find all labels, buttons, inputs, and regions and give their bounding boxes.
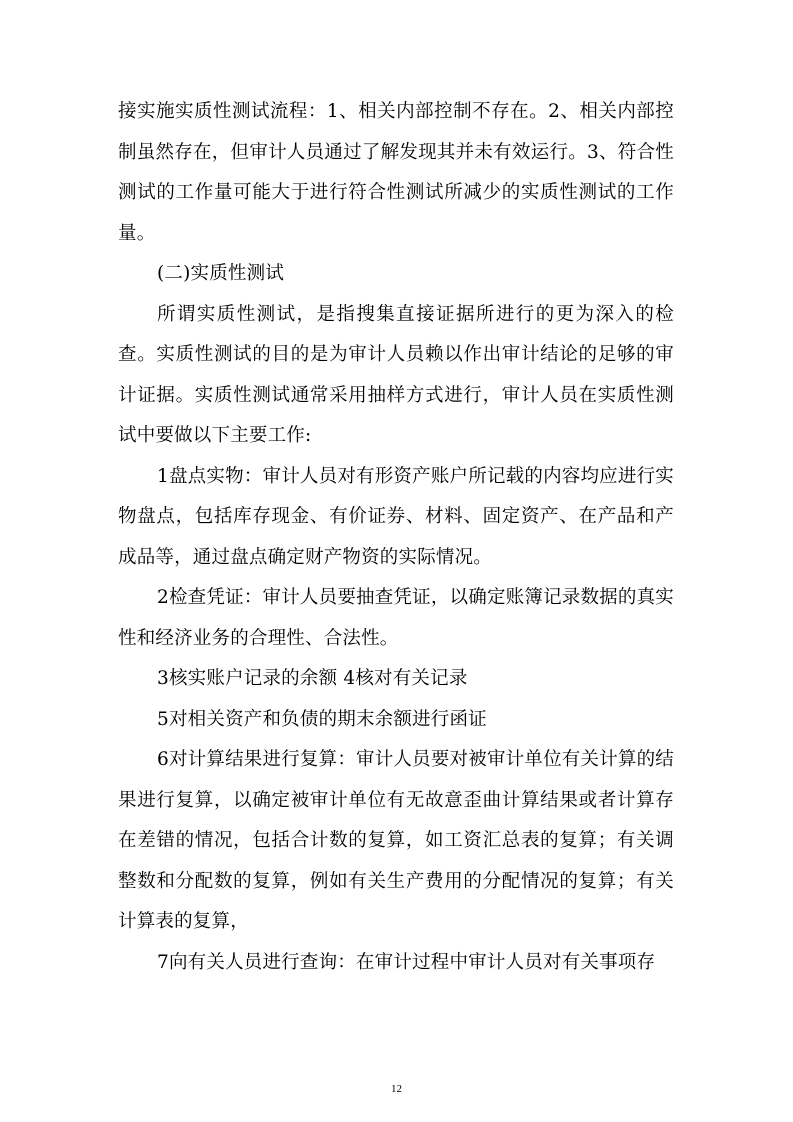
paragraph: 7向有关人员进行查询：在审计过程中审计人员对有关事项存 (157, 951, 656, 973)
section-heading: (二)实质性测试 (157, 263, 285, 284)
document-page (118, 92, 674, 983)
paragraph: 2检查凭证：审计人员要抽查凭证，以确定账簿记录数据的真实性和经济业务的合理性、合法性。 (118, 587, 674, 649)
paragraph: 所谓实质性测试，是指搜集直接证据所进行的更为深入的检查。实质性测试的目的是为审计人员赖以作出审计结论的足够的审计证据。实质性测试通常采用抽样方式进行，审计人员在实质性测试中要做以下主要工作: (118, 303, 674, 446)
page-number: 12 (391, 1083, 402, 1095)
paragraph: 5对相关资产和负债的期末余额进行函证 (157, 708, 487, 730)
paragraph: 接实施实质性测试流程：1、相关内部控制不存在。2、相关内部控制虽然存在，但审计人员通过了解发现其并未有效运行。3、符合性测试的工作量可能大于进行符合性测试所减少的实质性测试的工作量。 (118, 101, 674, 244)
paragraph: 1盘点实物：审计人员对有形资产账户所记载的内容均应进行实物盘点，包括库存现金、有价证券、材料、固定资产、在产品和产成品等，通过盘点确定财产物资的实际情况。 (118, 465, 674, 568)
paragraph: 3核实账户记录的余额 4核对有关记录 (157, 668, 468, 689)
paragraph: 6对计算结果进行复算：审计人员要对被审计单位有关计算的结果进行复算，以确定被审计单位有无故意歪曲计算结果或者计算存在差错的情况，包括合计数的复算，如工资汇总表的复算；有关调整数和分配数的复算，例如有关生产费用的分配情况的复算；有关计算表的复算， (118, 749, 674, 932)
